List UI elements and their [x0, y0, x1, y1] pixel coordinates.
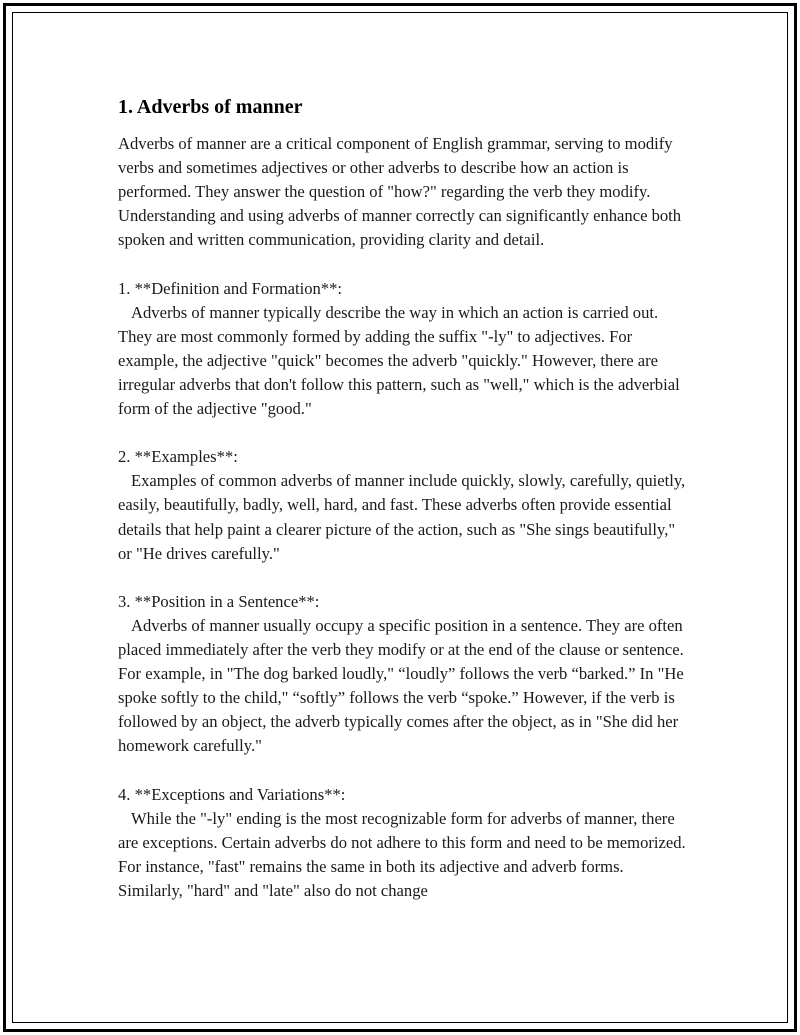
section-title: 1. **Definition and Formation**: — [118, 278, 342, 298]
section-examples — [118, 445, 688, 565]
section-body: Adverbs of manner typically describe the way in which an action is carried out. They are most commonly formed by adding the suffix "-ly" to adjectives. For example, the adjective "quick" becomes the adverb "quickly." However, there are irregular adverbs that don't follow this pattern, such as "well," which is the adverbial form of the adjective "good." — [118, 302, 680, 419]
intro-paragraph: Adverbs of manner are a critical component of English grammar, serving to modify verbs and sometimes adjectives or other adverbs to describe how an action is performed. They answer the question of "how?" regarding the verb they modify. Understanding and using adverbs of manner correctly can significantly enhance both spoken and written communication, providing clarity and detail. — [118, 134, 682, 250]
section-title: 3. **Position in a Sentence**: — [118, 591, 320, 611]
section-body: Adverbs of manner usually occupy a specific position in a sentence. They are often placed immediately after the verb they modify or at the end of the clause or sentence. For example, in "The dog barked loudly," “loudly” follows the verb “barked.” In "He spoke softly to the child," “softly” follows the verb “spoke.” However, if the verb is followed by an object, the adverb typically comes after the object, as in "She did her homework carefully." — [118, 615, 684, 756]
section-title: 2. **Examples**: — [118, 447, 238, 467]
section-body: While the "-ly" ending is the most recognizable form for adverbs of manner, there are exceptions. Certain adverbs do not adhere to this form and need to be memorized. For instance, "fast" remains the same in both its adjective and adverb forms. Similarly, "hard" and "late" also do not change — [118, 808, 686, 900]
section-definition — [118, 277, 688, 422]
section-position — [118, 590, 688, 759]
section-exceptions — [118, 783, 688, 903]
document-content — [118, 95, 688, 927]
section-title: 4. **Exceptions and Variations**: — [118, 784, 346, 804]
page-title: 1. Adverbs of manner — [118, 96, 303, 118]
section-body: Examples of common adverbs of manner include quickly, slowly, carefully, quietly, easily, beautifully, badly, well, hard, and fast. These adverbs often provide essential details that help paint a clearer picture of the action, such as "She sings beautifully," or "He drives carefully." — [118, 471, 686, 563]
